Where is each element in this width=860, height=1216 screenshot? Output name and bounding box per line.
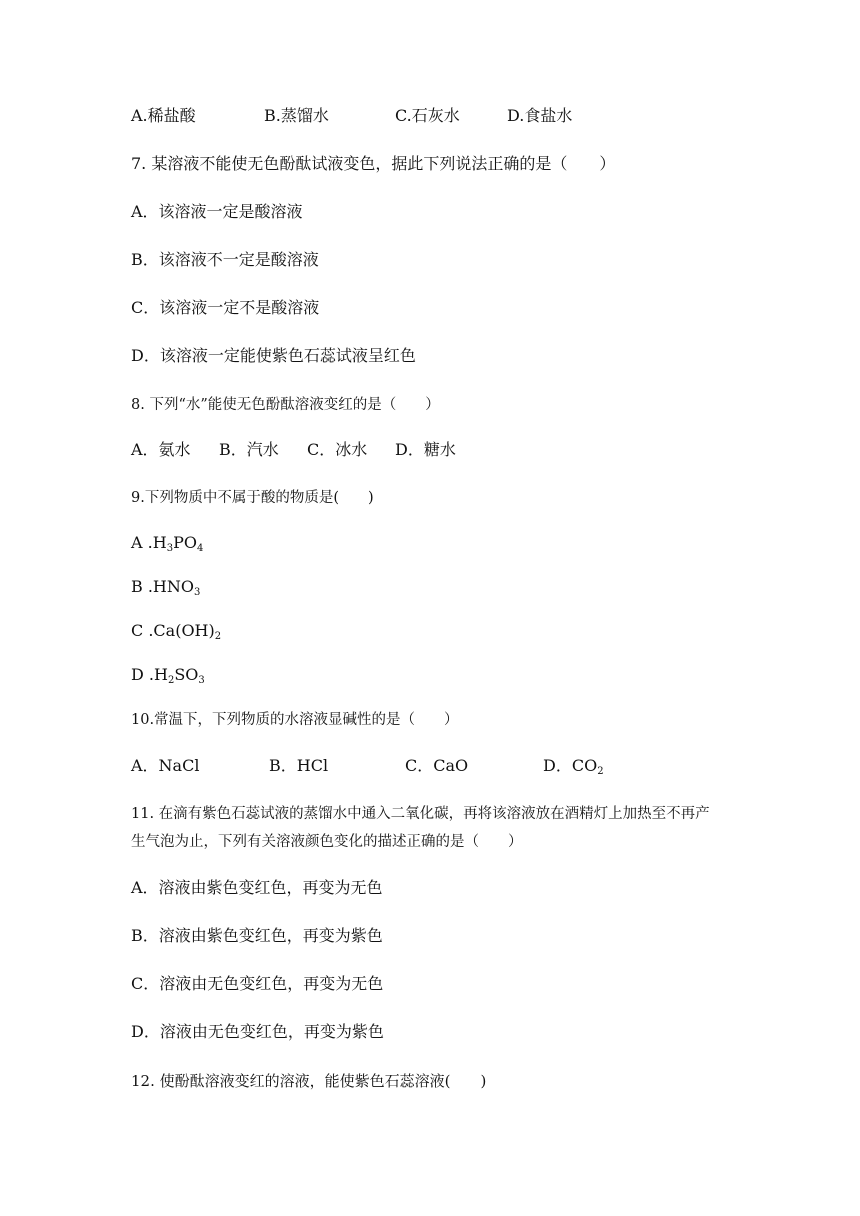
q6-option-c: C.石灰水 xyxy=(395,106,460,125)
q9-option-c xyxy=(131,621,221,641)
q9-a-text-mid: PO xyxy=(173,533,197,552)
q10-stem: 10.常温下，下列物质的水溶液显碱性的是（ ） xyxy=(131,712,459,728)
q7-option-a: A．该溶液一定是酸溶液 xyxy=(131,202,303,221)
q10-d-text: D．CO xyxy=(543,756,598,775)
q9-d-text-mid: SO xyxy=(174,665,199,684)
q6-option-d: D.食盐水 xyxy=(507,106,573,125)
q8-option-b: B．汽水 xyxy=(219,440,279,459)
q6-options xyxy=(131,106,572,126)
q8-options xyxy=(131,440,456,460)
q8-stem: 8. 下列“水”能使无色酚酞溶液变红的是（ ） xyxy=(131,397,440,413)
q6-option-b: B.蒸馏水 xyxy=(264,106,329,125)
q9-option-d xyxy=(131,665,205,685)
q9-d-subscript-1: 2 xyxy=(167,675,175,686)
q8-option-a: A．氨水 xyxy=(131,440,191,459)
q12-stem: 12. 使酚酞溶液变红的溶液，能使紫色石蕊溶液( ) xyxy=(131,1072,487,1090)
q10-option-d xyxy=(543,756,604,776)
q10-option-b: B．HCl xyxy=(269,756,329,775)
q6-option-a: A.稀盐酸 xyxy=(131,106,196,125)
q9-stem: 9.下列物质中不属于酸的物质是( ) xyxy=(131,490,374,506)
q9-option-a xyxy=(131,533,203,553)
q10-d-subscript: 2 xyxy=(597,766,604,777)
q8-option-c: C．冰水 xyxy=(307,440,368,459)
q11-stem-line1: 11. 在滴有紫色石蕊试液的蒸馏水中通入二氧化碳，再将该溶液放在酒精灯上加热至不再产 xyxy=(131,806,710,822)
q10-option-a: A．NaCl xyxy=(131,756,200,775)
q11-option-d: D．溶液由无色变红色，再变为紫色 xyxy=(131,1022,384,1041)
q9-d-subscript-2: 3 xyxy=(198,675,205,686)
q7-option-b: B．该溶液不一定是酸溶液 xyxy=(131,250,319,269)
q7-option-d: D．该溶液一定能使紫色石蕊试液呈红色 xyxy=(131,346,416,365)
q11-option-b: B．溶液由紫色变红色，再变为紫色 xyxy=(131,926,383,945)
q9-c-text: C .Ca(OH) xyxy=(131,621,215,640)
q9-d-text: D .H xyxy=(131,665,168,684)
q10-option-c: C．CaO xyxy=(405,756,469,775)
q9-option-b xyxy=(131,577,200,597)
q9-a-subscript-1: 3 xyxy=(166,543,174,554)
q11-option-a: A．溶液由紫色变红色，再变为无色 xyxy=(131,878,383,897)
q11-option-c: C．溶液由无色变红色，再变为无色 xyxy=(131,974,384,993)
q9-b-subscript: 3 xyxy=(194,587,201,598)
q7-stem: 7. 某溶液不能使无色酚酞试液变色，据此下列说法正确的是（ ） xyxy=(131,154,616,173)
q11-stem-line2: 生气泡为止，下列有关溶液颜色变化的描述正确的是（ ） xyxy=(131,834,523,850)
q9-a-text: A .H xyxy=(131,533,167,552)
q9-b-text: B .HNO xyxy=(131,577,194,596)
q8-option-d: D．糖水 xyxy=(395,440,456,459)
q7-option-c: C．该溶液一定不是酸溶液 xyxy=(131,298,320,317)
q9-c-subscript: 2 xyxy=(214,631,222,642)
q9-a-subscript-2: 4 xyxy=(196,543,204,554)
q10-options xyxy=(131,756,604,776)
